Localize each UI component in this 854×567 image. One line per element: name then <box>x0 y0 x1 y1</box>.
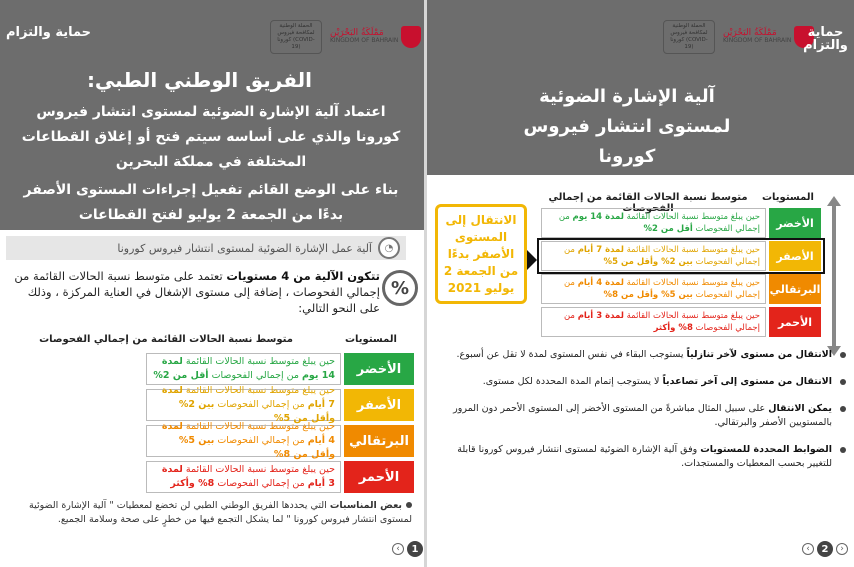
intro-bold: تتكون الآلية من 4 مستويات <box>226 269 380 283</box>
rule-item: يمكن الانتقال على سبيل المثال مباشرةً من المستوى الأخضر إلى المستوى الأحمر دون المرور بالمستويين الأصفر والبرتقالي. <box>436 402 848 430</box>
page2-pager <box>802 541 848 557</box>
page-number: 1 <box>407 541 423 557</box>
bahrain-crest-icon <box>401 26 421 48</box>
col-levels: المستويات <box>345 334 397 345</box>
level-row-green <box>541 208 821 238</box>
col-levels: المستويات <box>762 192 814 203</box>
current-level-frame <box>537 238 825 274</box>
level-row-orange <box>541 274 821 304</box>
col-average: متوسط نسبة الحالات القائمة من إجمالي الفحوصات <box>548 192 748 214</box>
section-title: آلية عمل الإشارة الضوئية لمستوى انتشار فيروس كورونا <box>117 241 372 255</box>
level-desc: حين يبلغ متوسط نسبة الحالات القائمة لمدة 14 يوم من إجمالي الفحوصات أقل من 2% <box>541 208 766 238</box>
level-name: الأخضر <box>344 353 414 385</box>
percent-icon: % <box>382 270 418 306</box>
level-name: الأحمر <box>344 461 414 493</box>
prev-arrow-icon[interactable]: ‹ <box>802 543 814 555</box>
level-desc: حين يبلغ متوسط نسبة الحالات القائمة لمدة 7 أيام من إجمالي الفحوصات بين 2% وأقل من 5% <box>146 389 341 421</box>
kingdom-name-ar: مَمْلَكَةُ البَحْرَيْن <box>330 28 384 38</box>
page-2 <box>427 0 854 567</box>
level-name: الأخضر <box>769 208 821 238</box>
level-row-green <box>146 353 414 385</box>
level-desc: حين يبلغ متوسط نسبة الحالات القائمة لمدة 3 أيام من إجمالي الفحوصات 8% وأكثر <box>146 461 341 493</box>
note-text: بعض المناسبات التي يحددها الفريق الوطني الطبي لن تخضع لمعطيات " آلية الإشارة الضوئية لمستوى انتشار فيروس كورونا " لما يشكل التجمع فيها من خطرٍ على صحة وسلامة الجميع. <box>29 500 412 525</box>
level-name: الأصفر <box>344 389 414 421</box>
logos <box>270 20 421 54</box>
page2-header <box>427 0 854 175</box>
level-name: البرتقالي <box>769 274 821 304</box>
section-title-bar <box>6 236 406 260</box>
page1-decision: بناء على الوضع القائم تفعيل إجراءات المستوى الأصفر بدءًا من الجمعة 2 يوليو لفتح القطاعات <box>23 182 399 223</box>
up-down-arrow-icon <box>829 196 839 356</box>
level-desc: حين يبلغ متوسط نسبة الحالات القائمة لمدة 14 يوم من إجمالي الفحوصات أقل من 2% <box>146 353 341 385</box>
level-desc: حين يبلغ متوسط نسبة الحالات القائمة لمدة 4 أيام من إجمالي الفحوصات بين 5% وأقل من 8% <box>541 274 766 304</box>
col-average: متوسط نسبة الحالات القائمة من إجمالي الفحوصات <box>39 334 293 345</box>
level-row-orange <box>146 421 414 460</box>
page-number: 2 <box>817 541 833 557</box>
gauge-icon: ◔ <box>378 237 400 259</box>
callout-pointer-icon <box>527 250 537 270</box>
rule-item: الضوابط المحددة للمستويات وفق آلية الإشارة الضوئية لمستوى انتشار فيروس كورونا قابلة للتغيير بحسب المعطيات والمستجدات. <box>436 443 848 471</box>
level-desc: حين يبلغ متوسط نسبة الحالات القائمة لمدة 3 أيام من إجمالي الفحوصات 8% وأكثر <box>541 307 766 337</box>
kingdom-name-ar: مَمْلَكَةُ البَحْرَيْن <box>723 28 777 38</box>
intro-rest: تعتمد على متوسط نسبة الحالات القائمة من إجمالي الفحوصات ، إضافة إلى مستوى الإشغال في العناية المركزة ، وذلك على النحو التالي: <box>14 269 380 315</box>
level-name: الأحمر <box>769 307 821 337</box>
page2-title: آلية الإشارة الضوئية لمستوى انتشار فيروس كورونا <box>523 86 731 167</box>
level-row-yellow <box>146 385 414 424</box>
kingdom-logo <box>330 26 421 48</box>
level-desc: حين يبلغ متوسط نسبة الحالات القائمة لمدة 7 أيام من إجمالي الفحوصات بين 2% وأقل من 5% <box>541 241 766 271</box>
bullet-icon <box>406 502 412 508</box>
himaya-logo: حماية والتزام <box>803 25 848 53</box>
page1-subtitle: اعتماد آلية الإشارة الضوئية لمستوى انتشار فيروس كورونا والذي على أساسه سيتم فتح أو إغلاق القطاعات المختلفة في مملكة البحرين <box>21 104 401 170</box>
level-name: البرتقالي <box>344 425 414 457</box>
yellow-level-callout: الانتقال إلى المستوى الأصفر بدءًا من الجمعة 2 يوليو 2021 <box>435 204 527 304</box>
rule-item: الانتقال من مستوى لآخر تنازلياً يستوجب البقاء في نفس المستوى لمدة لا تقل عن أسبوع. <box>436 348 848 362</box>
kingdom-name-en: KINGDOM OF BAHRAIN <box>723 37 792 44</box>
page1-header <box>0 0 424 230</box>
levels-header <box>6 334 416 345</box>
himaya-logo: حماية والتزام <box>6 25 92 40</box>
transition-rules <box>436 348 848 484</box>
prev-arrow-icon[interactable]: ‹ <box>392 543 404 555</box>
next-arrow-icon[interactable]: › <box>836 543 848 555</box>
level-row-red <box>146 461 414 493</box>
kingdom-name-en: KINGDOM OF BAHRAIN <box>330 37 399 44</box>
level-desc: حين يبلغ متوسط نسبة الحالات القائمة لمدة 4 أيام من إجمالي الفحوصات بين 5% وأقل من 8% <box>146 425 341 457</box>
campaign-logo: الحملة الوطنية لمكافحة فيروس كورونا (COVID-19) <box>663 20 715 54</box>
page-1 <box>0 0 424 567</box>
rule-item: الانتقال من مستوى إلى آخر تصاعدياً لا يستوجب إتمام المدة المحددة لكل مستوى. <box>436 375 848 389</box>
intro-text <box>8 268 380 316</box>
page1-title: الفريق الوطني الطبي: <box>86 68 312 92</box>
logos <box>663 20 814 54</box>
level-row-red <box>541 307 821 337</box>
level-name: الأصفر <box>769 241 821 271</box>
campaign-logo: الحملة الوطنية لمكافحة فيروس كورونا (COVID-19) <box>270 20 322 54</box>
